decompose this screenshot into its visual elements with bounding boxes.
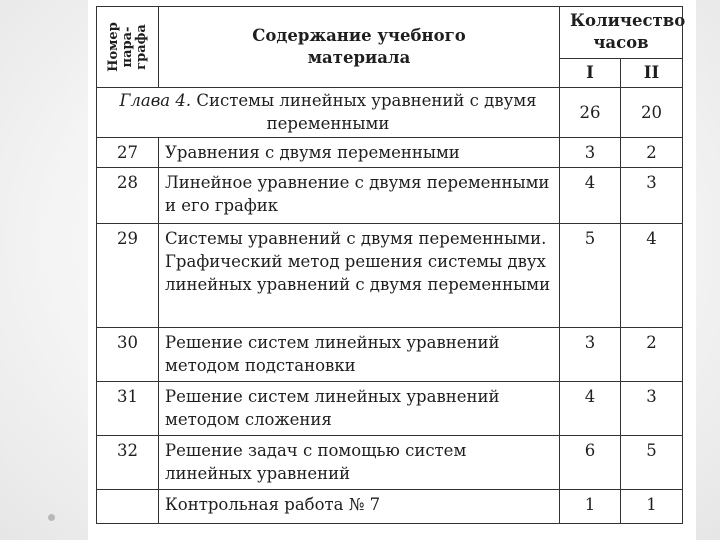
row-hours-i: 3 <box>560 328 621 382</box>
row-hours-ii: 3 <box>621 382 683 436</box>
document-scan <box>88 0 696 540</box>
row-num: 27 <box>97 138 159 168</box>
row-hours-i: 3 <box>560 138 621 168</box>
row-num: 32 <box>97 436 159 490</box>
row-topic: Решение систем линейных уравнений методом подстановки <box>159 328 560 382</box>
row-topic: Решение задач с помощью систем линейных уравнений <box>159 436 560 490</box>
row-num: 28 <box>97 168 159 224</box>
row-hours-ii: 5 <box>621 436 683 490</box>
chapter-name: Системы линейных уравнений с двумя переменными <box>196 91 537 133</box>
row-hours-i: 4 <box>560 168 621 224</box>
header-hours-col: Количество часов <box>560 7 683 59</box>
row-num: 29 <box>97 224 159 328</box>
slide-bullet <box>48 514 55 521</box>
row-num: 31 <box>97 382 159 436</box>
header-content-col: Содержание учебного материала <box>159 7 560 88</box>
row-topic: Уравнения с двумя переменными <box>159 138 560 168</box>
chapter-title <box>97 88 560 138</box>
row-hours-i: 5 <box>560 224 621 328</box>
table-row <box>97 138 683 168</box>
row-hours-ii: 4 <box>621 224 683 328</box>
row-hours-ii: 3 <box>621 168 683 224</box>
chapter-prefix: Глава 4. <box>119 91 192 110</box>
table-row <box>97 382 683 436</box>
table-row <box>97 436 683 490</box>
table-row <box>97 168 683 224</box>
row-topic: Решение систем линейных уравнений методом сложения <box>159 382 560 436</box>
row-hours-i: 1 <box>560 490 621 524</box>
row-hours-ii: 2 <box>621 138 683 168</box>
header-num-label: Номер пара- графа <box>105 22 149 72</box>
row-num: 30 <box>97 328 159 382</box>
header-num-col <box>97 7 159 88</box>
row-hours-i: 6 <box>560 436 621 490</box>
row-num <box>97 490 159 524</box>
chapter-row <box>97 88 683 138</box>
header-row <box>97 7 683 59</box>
row-hours-i: 4 <box>560 382 621 436</box>
header-hours-ii: II <box>621 58 683 87</box>
table-row <box>97 328 683 382</box>
lesson-plan-table <box>96 6 686 524</box>
row-hours-ii: 2 <box>621 328 683 382</box>
row-topic: Контрольная работа № 7 <box>159 490 560 524</box>
row-topic: Системы уравнений с двумя переменными. Графический метод решения системы двух линейных уравнений с двумя переменными <box>159 224 560 328</box>
table-row <box>97 224 683 328</box>
chapter-hours-i: 26 <box>560 88 621 138</box>
row-hours-ii: 1 <box>621 490 683 524</box>
chapter-hours-ii: 20 <box>621 88 683 138</box>
table-row <box>97 490 683 524</box>
header-hours-i: I <box>560 58 621 87</box>
row-topic: Линейное уравнение с двумя переменными и его график <box>159 168 560 224</box>
